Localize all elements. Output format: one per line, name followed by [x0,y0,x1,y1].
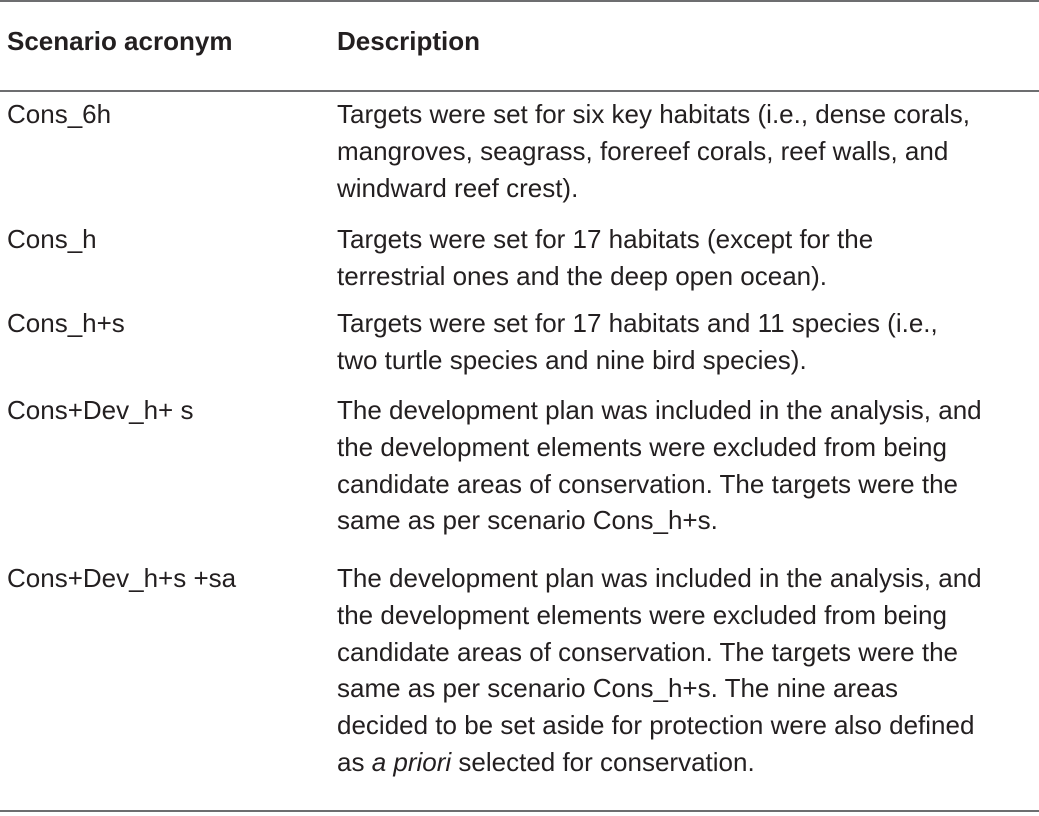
table-header-rule [0,90,1039,92]
header-description: Description [337,26,481,56]
row-acronym: Cons_h+s [7,308,125,338]
last-line-italic: a priori [371,746,452,777]
last-line-suffix: selected for conservation. [451,746,755,777]
row-acronym: Cons_6h [7,99,112,129]
row-description [337,392,1037,539]
description-line: Targets were set for 17 habitats and 11 species (i.e., [337,308,938,338]
description-line: decided to be set aside for protection were also defined [337,710,975,741]
description-line: the development elements were excluded from being [337,431,947,462]
row-acronym: Cons_h [7,224,97,254]
row-description [337,221,1037,295]
last-line-prefix: as [337,746,372,777]
description-line: windward reef crest). [337,172,579,203]
description-line: same as per scenario Cons_h+s. [337,505,718,536]
description-line: The development plan was included in the analysis, and [337,395,982,425]
description-line: The development plan was included in the analysis, and [337,563,982,593]
description-line: the development elements were excluded from being [337,599,947,630]
row-acronym: Cons+Dev_h+s +sa [7,563,237,593]
description-line-last [337,744,1037,781]
row-acronym: Cons+Dev_h+ s [7,395,194,425]
description-line: candidate areas of conservation. The targets were the [337,636,959,667]
description-line: candidate areas of conservation. The targets were the [337,468,959,499]
description-line: two turtle species and nine bird species). [337,344,807,375]
table-bottom-rule [0,810,1039,812]
description-line: Targets were set for six key habitats (i.e., dense corals, [337,99,970,129]
description-line: mangroves, seagrass, forereef corals, reef walls, and [337,135,949,166]
row-description [337,560,1037,781]
table-top-rule [0,0,1039,2]
description-line: Targets were set for 17 habitats (except for the [337,224,874,254]
row-description [337,96,1037,206]
header-scenario-acronym: Scenario acronym [7,26,233,56]
row-description [337,305,1037,379]
description-line: same as per scenario Cons_h+s. The nine areas [337,673,899,704]
description-line: terrestrial ones and the deep open ocean). [337,260,828,291]
